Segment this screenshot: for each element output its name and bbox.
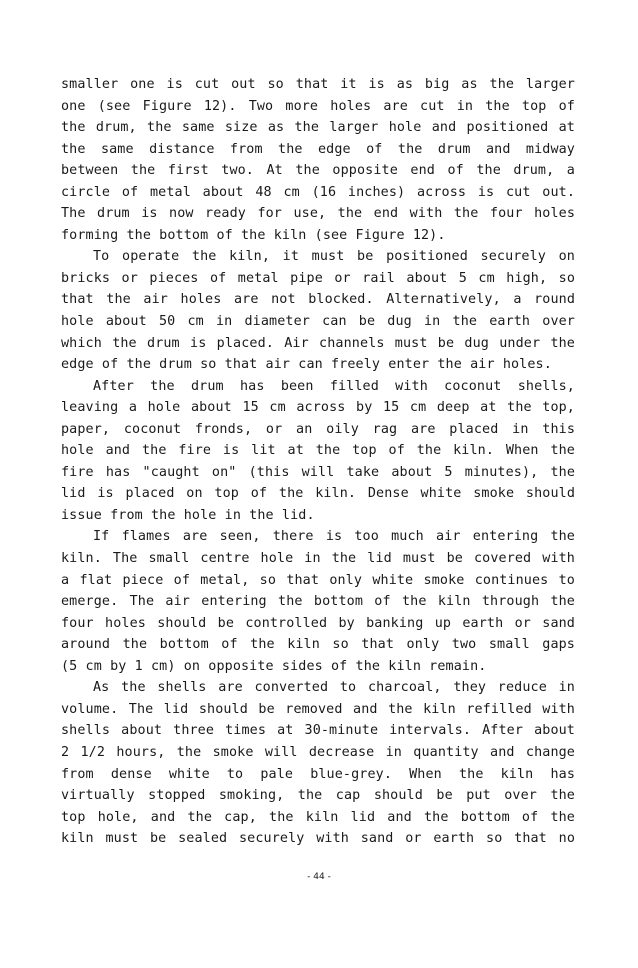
text-line: top hole, and the cap, the kiln lid and the bottom of the <box>61 809 575 825</box>
text-line: four holes should be controlled by banking up earth or sand <box>61 615 575 631</box>
text-line: hole and the fire is lit at the top of the kiln. When the <box>61 443 575 459</box>
text-line: After the drum has been filled with coconut shells, <box>93 378 575 394</box>
text-line: that the air holes are not blocked. Alternatively, a round <box>61 292 575 308</box>
text-line: forming the bottom of the kiln (see Figure 12). <box>61 227 446 243</box>
page-number: - 44 - <box>307 872 331 882</box>
text-line: (5 cm by 1 cm) on opposite sides of the kiln remain. <box>61 658 487 674</box>
text-line: virtually stopped smoking, the cap should be put over the <box>61 788 575 804</box>
text-line: As the shells are converted to charcoal, they reduce in <box>93 680 575 696</box>
text-line: volume. The lid should be removed and the kiln refilled with <box>61 701 575 717</box>
text-line: smaller one is cut out so that it is as big as the larger <box>61 77 575 92</box>
text-line: shells about three times at 30-minute intervals. After about <box>61 723 575 739</box>
text-line: If flames are seen, there is too much air entering the <box>93 529 575 545</box>
text-line: To operate the kiln, it must be positioned securely on <box>93 249 575 265</box>
text-line: circle of metal about 48 cm (16 inches) across is cut out. <box>61 184 575 200</box>
text-line: one (see Figure 12). Two more holes are cut in the top of <box>61 98 575 114</box>
text-line: a flat piece of metal, so that only white smoke continues to <box>61 572 575 588</box>
text-line: issue from the hole in the lid. <box>61 507 315 523</box>
text-line: the drum, the same size as the larger hole and positioned at <box>61 120 575 136</box>
text-line: fire has "caught on" (this will take about 5 minutes), the <box>61 464 575 480</box>
text-line: edge of the drum so that air can freely enter the air holes. <box>61 357 552 373</box>
text-line: hole about 50 cm in diameter can be dug in the earth over <box>61 314 575 330</box>
text-line: leaving a hole about 15 cm across by 15 cm deep at the top, <box>61 400 575 416</box>
body-text <box>61 74 575 850</box>
text-line: kiln. The small centre hole in the lid must be covered with <box>61 551 575 567</box>
text-line: bricks or pieces of metal pipe or rail about 5 cm high, so <box>61 270 575 286</box>
text-line: 2 1/2 hours, the smoke will decrease in quantity and change <box>61 744 575 760</box>
text-line: the same distance from the edge of the drum and midway <box>61 141 575 157</box>
text-line: between the first two. At the opposite end of the drum, a <box>61 163 575 179</box>
text-line: paper, coconut fronds, or an oily rag are placed in this <box>61 421 575 437</box>
text-line: from dense white to pale blue-grey. When the kiln has <box>61 766 575 782</box>
text-line: lid is placed on top of the kiln. Dense white smoke should <box>61 486 575 502</box>
text-line: emerge. The air entering the bottom of the kiln through the <box>61 594 575 610</box>
text-line: kiln must be sealed securely with sand or earth so that no <box>61 831 575 847</box>
text-line: which the drum is placed. Air channels must be dug under the <box>61 335 575 351</box>
text-line: The drum is now ready for use, the end with the four holes <box>61 206 575 222</box>
text-line: around the bottom of the kiln so that only two small gaps <box>61 637 575 653</box>
